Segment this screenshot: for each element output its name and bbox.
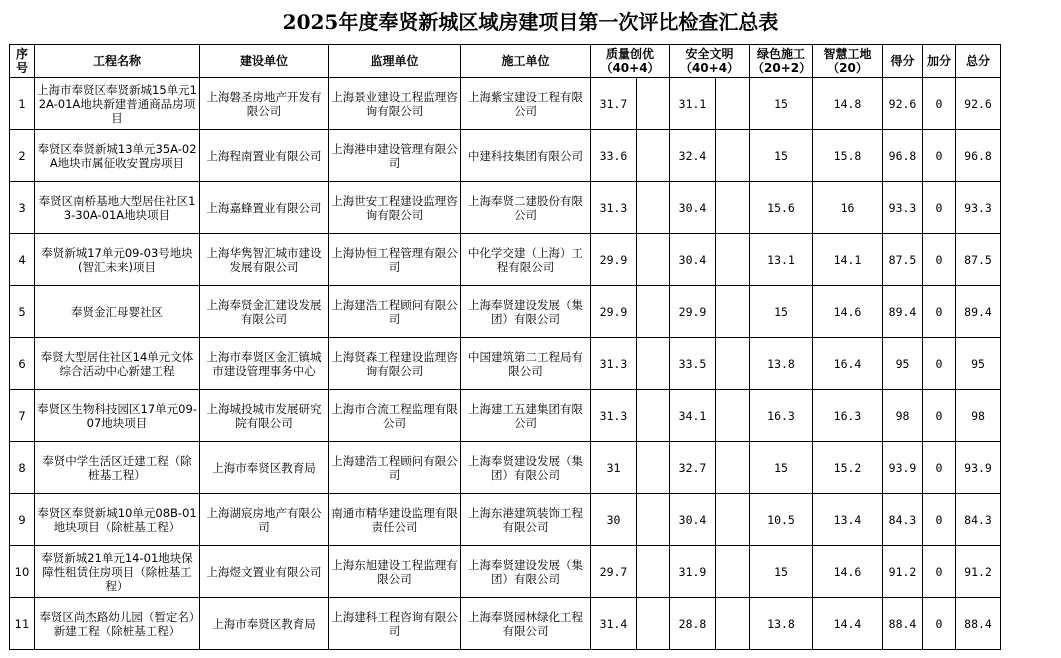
header-green-label: 绿色施工 (756, 47, 805, 61)
header-smart-max: （20） (827, 61, 868, 75)
header-score: 得分 (883, 45, 923, 78)
cell-builder: 上海嘉蜂置业有限公司 (200, 182, 329, 234)
cell-safety: 31.1 (670, 78, 716, 130)
cell-green: 10.5 (750, 494, 813, 546)
cell-supervisor: 上海东旭建设工程监理有限公司 (329, 546, 461, 598)
cell-supervisor: 上海建浩工程顾问有限公司 (329, 286, 461, 338)
cell-smart: 14.6 (813, 546, 883, 598)
cell-project: 奉贤区奉贤新城13单元35A-02A地块市属征收安置房项目 (35, 130, 200, 182)
cell-smart: 13.4 (813, 494, 883, 546)
header-smart-label: 智慧工地 (823, 47, 872, 61)
cell-bonus: 0 (923, 390, 956, 442)
cell-contractor: 上海东港建筑装饰工程有限公司 (461, 494, 591, 546)
cell-green: 15 (750, 286, 813, 338)
cell-safety-blank (716, 494, 750, 546)
cell-bonus: 0 (923, 442, 956, 494)
header-builder: 建设单位 (200, 45, 329, 78)
cell-green: 15.6 (750, 182, 813, 234)
cell-quality-blank (637, 442, 670, 494)
cell-contractor: 上海紫宝建设工程有限公司 (461, 78, 591, 130)
cell-builder: 上海华隽智汇城市建设发展有限公司 (200, 234, 329, 286)
cell-quality: 31.7 (591, 78, 637, 130)
cell-supervisor: 上海市合流工程监理有限公司 (329, 390, 461, 442)
cell-score: 93.9 (883, 442, 923, 494)
cell-bonus: 0 (923, 182, 956, 234)
table-row (10, 286, 1001, 338)
cell-bonus: 0 (923, 130, 956, 182)
cell-supervisor: 上海景业建设工程监理咨询有限公司 (329, 78, 461, 130)
cell-bonus: 0 (923, 546, 956, 598)
cell-total: 96.8 (956, 130, 1001, 182)
cell-quality-blank (637, 598, 670, 650)
cell-score: 92.6 (883, 78, 923, 130)
cell-project: 奉贤大型居住社区14单元文体综合活动中心新建工程 (35, 338, 200, 390)
cell-seq: 11 (10, 598, 35, 650)
header-green (750, 45, 813, 78)
cell-quality: 31.3 (591, 182, 637, 234)
page-title: 2025年度奉贤新城区域房建项目第一次评比检查汇总表 (282, 10, 779, 34)
cell-safety: 32.7 (670, 442, 716, 494)
cell-safety: 28.8 (670, 598, 716, 650)
cell-smart: 16 (813, 182, 883, 234)
cell-builder: 上海城投城市发展研究院有限公司 (200, 390, 329, 442)
cell-builder: 上海奉贤金汇建设发展有限公司 (200, 286, 329, 338)
cell-bonus: 0 (923, 494, 956, 546)
cell-score: 96.8 (883, 130, 923, 182)
cell-safety-blank (716, 182, 750, 234)
cell-builder: 上海市奉贤区教育局 (200, 442, 329, 494)
cell-safety-blank (716, 234, 750, 286)
cell-quality-blank (637, 494, 670, 546)
cell-builder: 上海程南置业有限公司 (200, 130, 329, 182)
cell-quality-blank (637, 546, 670, 598)
table-row (10, 130, 1001, 182)
cell-bonus: 0 (923, 338, 956, 390)
cell-score: 93.3 (883, 182, 923, 234)
header-quality-max: （40+4） (600, 61, 660, 75)
table-row (10, 182, 1001, 234)
cell-quality-blank (637, 390, 670, 442)
cell-quality: 31.4 (591, 598, 637, 650)
header-safety (670, 45, 750, 78)
cell-project: 奉贤中学生活区迁建工程（除桩基工程） (35, 442, 200, 494)
cell-project: 奉贤金汇母婴社区 (35, 286, 200, 338)
cell-safety-blank (716, 442, 750, 494)
cell-score: 91.2 (883, 546, 923, 598)
cell-score: 87.5 (883, 234, 923, 286)
cell-smart: 14.8 (813, 78, 883, 130)
cell-score: 98 (883, 390, 923, 442)
cell-quality-blank (637, 130, 670, 182)
cell-safety-blank (716, 598, 750, 650)
cell-builder: 上海湖宸房地产有限公司 (200, 494, 329, 546)
cell-green: 15 (750, 78, 813, 130)
header-project: 工程名称 (35, 45, 200, 78)
cell-seq: 7 (10, 390, 35, 442)
cell-seq: 10 (10, 546, 35, 598)
cell-seq: 2 (10, 130, 35, 182)
cell-safety-blank (716, 390, 750, 442)
cell-quality-blank (637, 286, 670, 338)
cell-seq: 3 (10, 182, 35, 234)
table-row (10, 338, 1001, 390)
cell-quality-blank (637, 182, 670, 234)
cell-green: 15 (750, 130, 813, 182)
cell-quality: 31.3 (591, 390, 637, 442)
cell-contractor: 中建科技集团有限公司 (461, 130, 591, 182)
cell-contractor: 上海奉贤建设发展（集团）有限公司 (461, 286, 591, 338)
header-supervisor: 监理单位 (329, 45, 461, 78)
cell-total: 88.4 (956, 598, 1001, 650)
table-row (10, 234, 1001, 286)
cell-seq: 4 (10, 234, 35, 286)
cell-supervisor: 上海协恒工程管理有限公司 (329, 234, 461, 286)
cell-quality-blank (637, 338, 670, 390)
header-contractor: 施工单位 (461, 45, 591, 78)
cell-total: 84.3 (956, 494, 1001, 546)
header-row (10, 45, 1001, 78)
cell-quality: 29.7 (591, 546, 637, 598)
cell-bonus: 0 (923, 286, 956, 338)
cell-project: 奉贤新城17单元09-03号地块(智汇未来)项目 (35, 234, 200, 286)
cell-green: 15 (750, 442, 813, 494)
cell-contractor: 上海建工五建集团有限公司 (461, 390, 591, 442)
cell-bonus: 0 (923, 234, 956, 286)
header-quality-label: 质量创优 (605, 47, 654, 61)
table-row (10, 598, 1001, 650)
header-bonus: 加分 (923, 45, 956, 78)
cell-total: 91.2 (956, 546, 1001, 598)
table-row (10, 494, 1001, 546)
cell-total: 93.9 (956, 442, 1001, 494)
cell-builder: 上海市奉贤区金汇镇城市建设管理事务中心 (200, 338, 329, 390)
cell-safety: 31.9 (670, 546, 716, 598)
cell-total: 93.3 (956, 182, 1001, 234)
cell-seq: 5 (10, 286, 35, 338)
header-seq: 序号 (10, 45, 35, 78)
cell-contractor: 中化学交建（上海）工程有限公司 (461, 234, 591, 286)
cell-builder: 上海煜文置业有限公司 (200, 546, 329, 598)
cell-safety-blank (716, 338, 750, 390)
cell-contractor: 上海奉贤建设发展（集团）有限公司 (461, 546, 591, 598)
table-body (10, 78, 1001, 650)
cell-safety-blank (716, 78, 750, 130)
cell-green: 13.8 (750, 598, 813, 650)
cell-total: 95 (956, 338, 1001, 390)
cell-safety: 34.1 (670, 390, 716, 442)
cell-builder: 上海磐圣房地产开发有限公司 (200, 78, 329, 130)
cell-contractor: 上海奉贤建设发展（集团）有限公司 (461, 442, 591, 494)
cell-quality: 29.9 (591, 234, 637, 286)
cell-quality-blank (637, 78, 670, 130)
cell-contractor: 中国建筑第二工程局有限公司 (461, 338, 591, 390)
cell-quality: 33.6 (591, 130, 637, 182)
cell-builder: 上海市奉贤区教育局 (200, 598, 329, 650)
cell-supervisor: 上海港申建设管理有限公司 (329, 130, 461, 182)
cell-supervisor: 上海建科工程咨询有限公司 (329, 598, 461, 650)
cell-total: 89.4 (956, 286, 1001, 338)
header-green-max: （20+2） (752, 61, 812, 75)
cell-total: 92.6 (956, 78, 1001, 130)
cell-safety-blank (716, 130, 750, 182)
cell-safety-blank (716, 546, 750, 598)
cell-safety: 30.4 (670, 182, 716, 234)
cell-project: 奉贤区生物科技园区17单元09-07地块项目 (35, 390, 200, 442)
cell-project: 奉贤区尚杰路幼儿园（暂定名）新建工程（除桩基工程） (35, 598, 200, 650)
cell-green: 13.1 (750, 234, 813, 286)
cell-score: 89.4 (883, 286, 923, 338)
cell-score: 88.4 (883, 598, 923, 650)
table-row (10, 390, 1001, 442)
cell-supervisor: 南通市精华建设监理有限责任公司 (329, 494, 461, 546)
table-row (10, 78, 1001, 130)
table-row (10, 546, 1001, 598)
cell-bonus: 0 (923, 78, 956, 130)
header-quality (591, 45, 670, 78)
cell-seq: 6 (10, 338, 35, 390)
cell-supervisor: 上海建浩工程顾问有限公司 (329, 442, 461, 494)
cell-project: 奉贤区南桥基地大型居住社区13-30A-01A地块项目 (35, 182, 200, 234)
cell-smart: 14.1 (813, 234, 883, 286)
cell-seq: 8 (10, 442, 35, 494)
cell-safety: 32.4 (670, 130, 716, 182)
cell-safety: 29.9 (670, 286, 716, 338)
cell-project: 上海市奉贤区奉贤新城15单元12A-01A地块新建普通商品房项目 (35, 78, 200, 130)
cell-quality: 31.3 (591, 338, 637, 390)
cell-safety-blank (716, 286, 750, 338)
cell-smart: 15.2 (813, 442, 883, 494)
cell-supervisor: 上海贤森工程建设监理咨询有限公司 (329, 338, 461, 390)
cell-supervisor: 上海世安工程建设监理咨询有限公司 (329, 182, 461, 234)
cell-project: 奉贤新城21单元14-01地块保障性租赁住房项目（除桩基工程） (35, 546, 200, 598)
cell-smart: 14.6 (813, 286, 883, 338)
cell-safety: 30.4 (670, 234, 716, 286)
cell-score: 95 (883, 338, 923, 390)
summary-table (9, 44, 1001, 650)
cell-safety: 33.5 (670, 338, 716, 390)
cell-green: 16.3 (750, 390, 813, 442)
header-total: 总分 (956, 45, 1001, 78)
cell-seq: 1 (10, 78, 35, 130)
cell-seq: 9 (10, 494, 35, 546)
cell-score: 84.3 (883, 494, 923, 546)
cell-quality: 30 (591, 494, 637, 546)
cell-quality: 31 (591, 442, 637, 494)
table-row (10, 442, 1001, 494)
cell-project: 奉贤区奉贤新城10单元08B-01地块项目（除桩基工程） (35, 494, 200, 546)
cell-total: 87.5 (956, 234, 1001, 286)
cell-bonus: 0 (923, 598, 956, 650)
cell-smart: 16.3 (813, 390, 883, 442)
cell-quality: 29.9 (591, 286, 637, 338)
cell-smart: 16.4 (813, 338, 883, 390)
cell-green: 13.8 (750, 338, 813, 390)
cell-contractor: 上海奉贤二建股份有限公司 (461, 182, 591, 234)
cell-smart: 15.8 (813, 130, 883, 182)
cell-total: 98 (956, 390, 1001, 442)
header-safety-label: 安全文明 (685, 47, 734, 61)
cell-smart: 14.4 (813, 598, 883, 650)
header-safety-max: （40+4） (679, 61, 740, 75)
cell-safety: 30.4 (670, 494, 716, 546)
cell-quality-blank (637, 234, 670, 286)
header-smart (813, 45, 883, 78)
cell-green: 15 (750, 546, 813, 598)
cell-contractor: 上海奉贤园林绿化工程有限公司 (461, 598, 591, 650)
